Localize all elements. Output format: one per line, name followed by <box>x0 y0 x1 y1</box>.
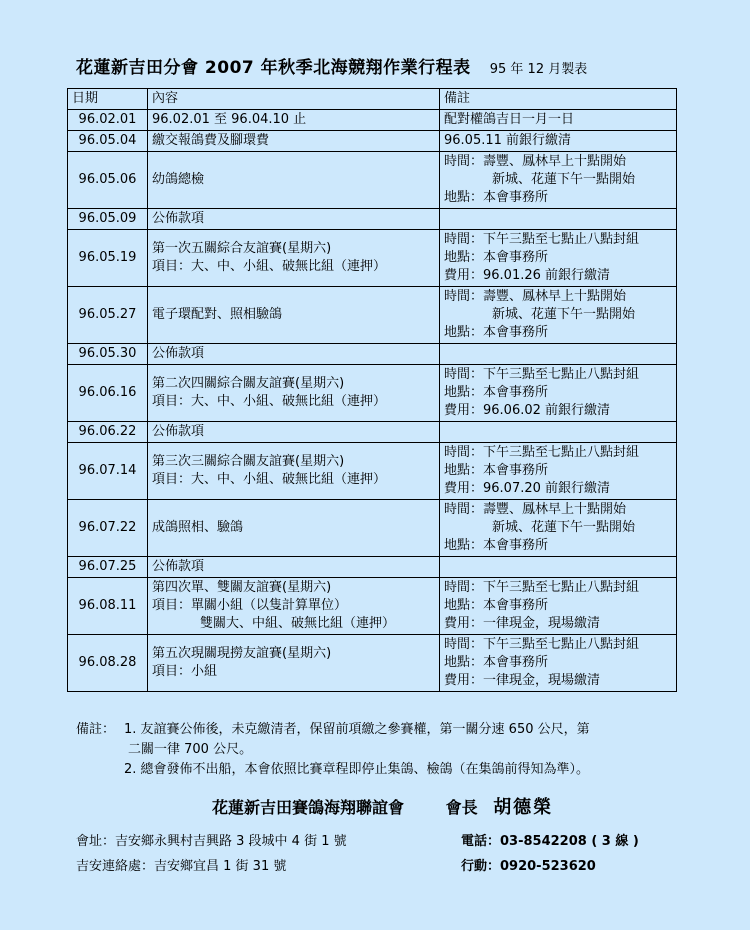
row-note <box>440 635 677 692</box>
table-row <box>68 443 677 500</box>
header-content: 內容 <box>148 89 440 110</box>
organization-signature <box>212 793 553 819</box>
row-content-line: 公佈款項 <box>152 424 205 439</box>
row-note-line: 費用：96.07.20 前銀行繳清 <box>444 481 611 496</box>
row-note <box>440 500 677 557</box>
table-row <box>68 422 677 443</box>
row-date: 96.02.01 <box>68 110 148 131</box>
row-date: 96.08.28 <box>68 635 148 692</box>
row-note-line: 地點：本會事務所 <box>444 538 549 553</box>
row-content-line: 第二次四關綜合關友誼賽(星期六) <box>152 376 345 391</box>
row-note-line: 時間：下午三點至七點止八點封組 <box>444 580 640 595</box>
row-content-line: 公佈款項 <box>152 559 205 574</box>
row-content-line: 第三次三關綜合關友誼賽(星期六) <box>152 454 345 469</box>
row-note-line: 新城、花蓮下午一點開始 <box>492 520 636 535</box>
notes-label: 備註： <box>76 722 116 737</box>
row-note-line: 地點：本會事務所 <box>444 325 549 340</box>
row-content-line: 公佈款項 <box>152 346 205 361</box>
note-item-2: 2. 總會發佈不出船，本會依照比賽章程即停止集鴿、檢鴿（在集鴿前得知為準）。 <box>124 762 590 777</box>
page-title <box>76 53 696 78</box>
row-note-line: 地點：本會事務所 <box>444 190 549 205</box>
schedule-title: 花蓮新吉田分會 2007 年秋季北海競翔作業行程表 <box>76 58 471 78</box>
row-note-line: 費用：96.06.02 前銀行繳清 <box>444 403 611 418</box>
row-content-line: 項目：大、中、小組、破無比組（連押） <box>152 259 387 274</box>
row-content-line: 項目：小組 <box>152 664 218 679</box>
row-note <box>440 578 677 635</box>
row-content-line: 成鴿照相、驗鴿 <box>152 520 244 535</box>
organization-name: 花蓮新吉田賽鴿海翔聯誼會 <box>212 798 405 817</box>
row-note <box>440 230 677 287</box>
row-content-line: 第五次現關現撈友誼賽(星期六) <box>152 646 332 661</box>
table-row <box>68 578 677 635</box>
header-date: 日期 <box>68 89 148 110</box>
header-note: 備註 <box>440 89 677 110</box>
row-note <box>440 110 677 131</box>
row-content <box>148 209 440 230</box>
row-note-line: 地點：本會事務所 <box>444 463 549 478</box>
row-note-line: 配對權鴿吉日一月一日 <box>444 112 575 127</box>
row-note-line: 費用：一律現金，現場繳清 <box>444 616 601 631</box>
row-content <box>148 422 440 443</box>
row-date: 96.05.30 <box>68 344 148 365</box>
table-row <box>68 230 677 287</box>
table-row <box>68 500 677 557</box>
president-name: 胡德榮 <box>493 797 554 818</box>
row-date: 96.08.11 <box>68 578 148 635</box>
row-content <box>148 365 440 422</box>
row-note-line: 時間：下午三點至七點止八點封組 <box>444 367 640 382</box>
notes-section <box>76 720 706 780</box>
row-content-line: 項目：大、中、小組、破無比組（連押） <box>152 472 387 487</box>
row-note <box>440 443 677 500</box>
table-row <box>68 152 677 209</box>
table-row <box>68 365 677 422</box>
row-date: 96.06.16 <box>68 365 148 422</box>
contact-row-1 <box>76 830 639 849</box>
row-content <box>148 635 440 692</box>
table-row <box>68 635 677 692</box>
row-note <box>440 344 677 365</box>
row-date: 96.05.04 <box>68 131 148 152</box>
row-note-line: 地點：本會事務所 <box>444 385 549 400</box>
phone: 電話：03-8542208 ( 3 線 ) <box>461 834 639 849</box>
table-row <box>68 287 677 344</box>
row-note-line: 時間：壽豐、鳳林早上十點開始 <box>444 289 627 304</box>
row-note <box>440 152 677 209</box>
row-note-line: 時間：壽豐、鳳林早上十點開始 <box>444 502 627 517</box>
row-note-line: 地點：本會事務所 <box>444 598 549 613</box>
row-content <box>148 557 440 578</box>
row-content-line: 繳交報鴿費及腳環費 <box>152 133 270 148</box>
note-item-1: 1. 友誼賽公佈後，未克繳清者，保留前項繳之參賽權，第一關分速 650 公尺，第 <box>124 722 590 737</box>
row-date: 96.05.09 <box>68 209 148 230</box>
president-title: 會長 <box>445 798 478 817</box>
note-item-1-cont: 二關一律 700 公尺。 <box>128 742 253 757</box>
table-header-row <box>68 89 677 110</box>
table-row <box>68 557 677 578</box>
row-date: 96.07.25 <box>68 557 148 578</box>
table-row <box>68 344 677 365</box>
row-note <box>440 365 677 422</box>
row-content-line: 公佈款項 <box>152 211 205 226</box>
row-content <box>148 578 440 635</box>
row-note <box>440 557 677 578</box>
row-note-line: 時間：下午三點至七點止八點封組 <box>444 445 640 460</box>
row-content <box>148 230 440 287</box>
row-date: 96.05.19 <box>68 230 148 287</box>
address: 會址：吉安鄉永興村吉興路 3 段城中 4 街 1 號 <box>76 834 347 849</box>
row-content <box>148 110 440 131</box>
row-date: 96.05.27 <box>68 287 148 344</box>
row-content-line: 雙關大、中組、破無比組（連押） <box>200 616 396 631</box>
row-note <box>440 287 677 344</box>
table-row <box>68 110 677 131</box>
row-content-line: 項目：大、中、小組、破無比組（連押） <box>152 394 387 409</box>
row-date: 96.06.22 <box>68 422 148 443</box>
row-content-line: 第四次單、雙關友誼賽(星期六) <box>152 580 332 595</box>
row-note <box>440 422 677 443</box>
row-note-line: 96.05.11 前銀行繳清 <box>444 133 572 148</box>
row-note-line: 費用：一律現金，現場繳清 <box>444 673 601 688</box>
mobile-phone: 行動：0920-523620 <box>461 859 596 874</box>
row-content-line: 第一次五關綜合友誼賽(星期六) <box>152 241 332 256</box>
schedule-table <box>67 88 677 692</box>
row-note-line: 時間：下午三點至七點止八點封組 <box>444 232 640 247</box>
row-note-line: 新城、花蓮下午一點開始 <box>492 172 636 187</box>
row-date: 96.05.06 <box>68 152 148 209</box>
row-note-line: 新城、花蓮下午一點開始 <box>492 307 636 322</box>
row-date: 96.07.22 <box>68 500 148 557</box>
row-note-line: 地點：本會事務所 <box>444 250 549 265</box>
contact-row-2 <box>76 855 596 874</box>
table-row <box>68 209 677 230</box>
liaison-address: 吉安連絡處：吉安鄉宜昌 1 街 31 號 <box>76 859 287 874</box>
row-note <box>440 131 677 152</box>
row-note-line: 費用：96.01.26 前銀行繳清 <box>444 268 611 283</box>
row-note-line: 地點：本會事務所 <box>444 655 549 670</box>
row-content <box>148 131 440 152</box>
row-content-line: 電子環配對、照相驗鴿 <box>152 307 283 322</box>
table-row <box>68 131 677 152</box>
row-content <box>148 152 440 209</box>
row-content-line: 項目：單關小組（以隻計算單位） <box>152 598 348 613</box>
row-content <box>148 344 440 365</box>
row-content-line: 幼鴿總檢 <box>152 172 205 187</box>
row-content <box>148 500 440 557</box>
row-content <box>148 443 440 500</box>
row-content <box>148 287 440 344</box>
row-note-line: 時間：下午三點至七點止八點封組 <box>444 637 640 652</box>
row-note-line: 時間：壽豐、鳳林早上十點開始 <box>444 154 627 169</box>
creation-date: 95 年 12 月製表 <box>489 62 588 77</box>
row-note <box>440 209 677 230</box>
row-content-line: 96.02.01 至 96.04.10 止 <box>152 112 307 127</box>
row-date: 96.07.14 <box>68 443 148 500</box>
